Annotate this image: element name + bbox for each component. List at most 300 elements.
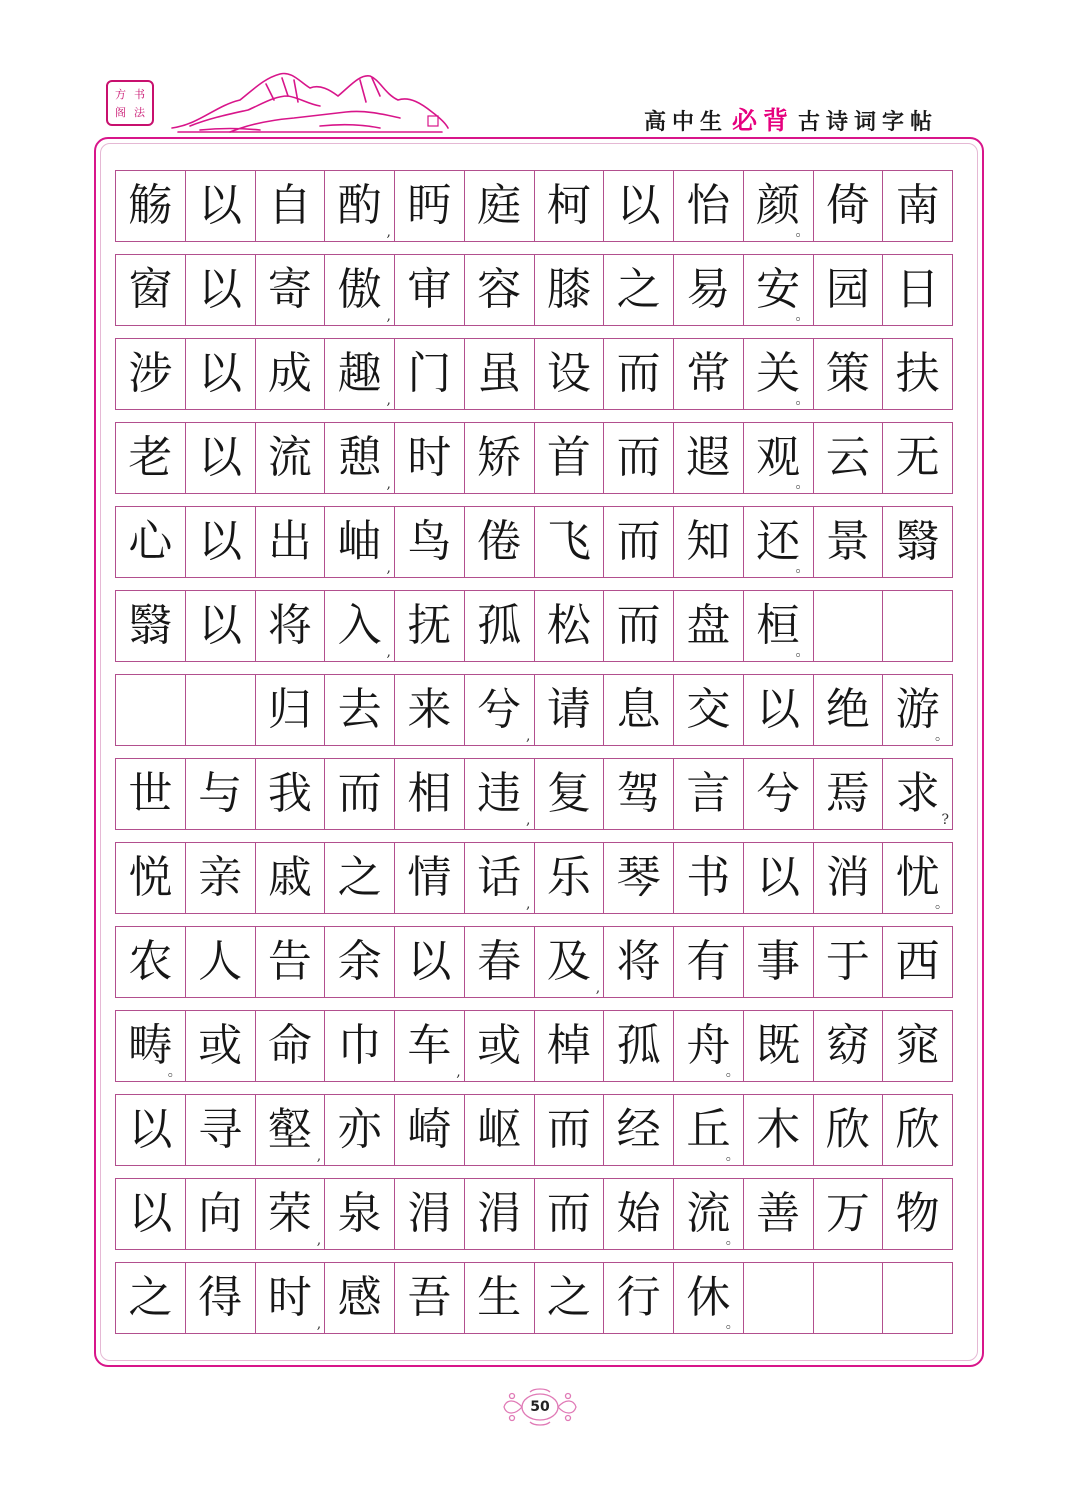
character: 膝 (546, 264, 591, 315)
grid-cell (882, 674, 953, 746)
character: 欣 (895, 1104, 940, 1155)
grid-cell (255, 758, 326, 830)
grid-cell (255, 338, 326, 410)
character: 设 (546, 348, 591, 399)
character: 翳 (895, 516, 940, 567)
seal-stamp (106, 80, 154, 126)
character: 感 (337, 1272, 382, 1323)
character: 西 (895, 936, 940, 987)
punctuation: , (316, 1232, 322, 1248)
character: 消 (825, 852, 870, 903)
grid-cell (603, 422, 674, 494)
character: 而 (546, 1188, 591, 1239)
grid-cell (603, 1010, 674, 1082)
character: 乐 (546, 852, 591, 903)
grid-row (115, 1178, 964, 1250)
punctuation: 。 (795, 644, 810, 660)
grid-cell (882, 422, 953, 494)
character: 余 (337, 936, 382, 987)
grid-cell (464, 674, 535, 746)
character: 桓 (756, 600, 801, 651)
character: 来 (407, 684, 452, 735)
character: 我 (267, 768, 312, 819)
page-title (644, 101, 938, 137)
character: 观 (756, 432, 801, 483)
grid-cell (185, 254, 256, 326)
grid-cell (394, 926, 465, 998)
seal-char: 法 (134, 105, 145, 119)
character: 之 (128, 1272, 173, 1323)
grid-row (115, 506, 964, 578)
character: 园 (825, 264, 870, 315)
grid-cell (882, 506, 953, 578)
grid-cell (673, 506, 744, 578)
character: 关 (756, 348, 801, 399)
character: 书 (686, 852, 731, 903)
grid-row (115, 422, 964, 494)
character: 无 (895, 432, 940, 483)
punctuation: , (526, 896, 531, 912)
character: 时 (407, 432, 452, 483)
mountain-landscape-icon (170, 66, 450, 136)
character: 扶 (895, 348, 940, 399)
character: 丘 (686, 1104, 731, 1155)
grid-cell (255, 1094, 326, 1166)
character: 以 (756, 852, 801, 903)
grid-cell (673, 422, 744, 494)
grid-row (115, 926, 964, 998)
character: 出 (267, 516, 312, 567)
page-header (0, 0, 1080, 140)
grid-cell (255, 1262, 326, 1334)
grid-row (115, 842, 964, 914)
punctuation: , (386, 224, 391, 240)
character: 盘 (686, 600, 731, 651)
grid-cell (464, 506, 535, 578)
grid-cell (464, 254, 535, 326)
character: 日 (895, 264, 940, 315)
character: 云 (825, 432, 870, 483)
character: 求 (895, 768, 940, 819)
character: 傲 (337, 264, 382, 315)
character: 行 (616, 1272, 661, 1323)
grid-cell (324, 926, 395, 998)
grid-cell (464, 1010, 535, 1082)
punctuation: , (386, 644, 391, 660)
punctuation: 。 (795, 476, 810, 492)
character: 春 (477, 936, 522, 987)
character: 请 (546, 684, 591, 735)
grid-cell (185, 1094, 256, 1166)
grid-cell (603, 590, 674, 662)
grid-cell (534, 1094, 605, 1166)
grid-cell (813, 758, 884, 830)
grid-cell (255, 170, 326, 242)
grid-cell (115, 1178, 186, 1250)
grid-cell (464, 422, 535, 494)
character: 岫 (337, 516, 382, 567)
punctuation: , (316, 1316, 322, 1332)
character: 或 (198, 1020, 243, 1071)
punctuation: , (386, 476, 391, 492)
grid-cell (534, 1178, 605, 1250)
grid-cell (813, 842, 884, 914)
character: 亲 (198, 852, 243, 903)
character: 畴 (128, 1020, 173, 1071)
character: 以 (616, 180, 661, 231)
grid-cell (255, 926, 326, 998)
punctuation: 。 (167, 1064, 182, 1080)
grid-cell (115, 1010, 186, 1082)
grid-cell (813, 1094, 884, 1166)
character: 窈 (825, 1020, 870, 1071)
grid-cell (673, 674, 744, 746)
grid-cell (743, 674, 814, 746)
page-footer (500, 1384, 580, 1430)
grid-row (115, 758, 964, 830)
grid-cell (115, 842, 186, 914)
grid-cell (603, 758, 674, 830)
character: 既 (756, 1020, 801, 1071)
character: 而 (616, 432, 661, 483)
grid-row (115, 1010, 964, 1082)
punctuation: 。 (795, 308, 810, 324)
grid-cell (255, 254, 326, 326)
character: 泉 (337, 1188, 382, 1239)
grid-cell (673, 170, 744, 242)
grid-cell (394, 1010, 465, 1082)
character: 以 (198, 348, 243, 399)
grid-cell (743, 338, 814, 410)
grid-cell (115, 590, 186, 662)
grid-cell (324, 842, 395, 914)
grid-cell (185, 506, 256, 578)
character: 将 (267, 600, 312, 651)
grid-cell (394, 1178, 465, 1250)
character: 心 (128, 516, 173, 567)
grid-cell (115, 674, 186, 746)
grid-cell (255, 1010, 326, 1082)
character: 时 (267, 1272, 312, 1323)
grid-cell (394, 506, 465, 578)
character: 琴 (616, 852, 661, 903)
grid-cell (603, 1094, 674, 1166)
grid-cell (185, 1178, 256, 1250)
character: 常 (686, 348, 731, 399)
title-accent: 必背 (731, 106, 794, 135)
grid-cell (464, 1094, 535, 1166)
grid-cell (534, 1262, 605, 1334)
character: 告 (267, 936, 312, 987)
grid-cell (185, 758, 256, 830)
grid-cell (603, 1178, 674, 1250)
grid-cell (394, 1262, 465, 1334)
grid-cell (743, 1094, 814, 1166)
punctuation: 。 (795, 224, 810, 240)
grid-cell (673, 1010, 744, 1082)
character: 生 (477, 1272, 522, 1323)
character: 情 (407, 852, 452, 903)
grid-cell (185, 674, 256, 746)
grid-cell (882, 926, 953, 998)
grid-cell (185, 842, 256, 914)
character: 于 (825, 936, 870, 987)
character: 车 (407, 1020, 452, 1071)
grid-cell (394, 254, 465, 326)
character: 南 (895, 180, 940, 231)
grid-cell (882, 338, 953, 410)
grid-cell (115, 506, 186, 578)
grid-cell (603, 254, 674, 326)
character: 去 (337, 684, 382, 735)
grid-cell (464, 758, 535, 830)
title-prefix: 高中生 (643, 110, 728, 135)
character: 觞 (128, 180, 173, 231)
character: 壑 (267, 1104, 312, 1155)
character: 柯 (546, 180, 591, 231)
grid-cell (185, 170, 256, 242)
punctuation: , (386, 560, 391, 576)
character: 经 (616, 1104, 661, 1155)
grid-cell (534, 338, 605, 410)
character: 窕 (895, 1020, 940, 1071)
grid-cell (603, 506, 674, 578)
grid-cell (603, 1262, 674, 1334)
grid-cell (603, 842, 674, 914)
character: 命 (267, 1020, 312, 1071)
grid-cell (813, 1010, 884, 1082)
grid-cell (882, 842, 953, 914)
character: 棹 (546, 1020, 591, 1071)
punctuation: ? (941, 812, 949, 828)
character: 以 (198, 600, 243, 651)
grid-cell (324, 1094, 395, 1166)
grid-cell (534, 758, 605, 830)
character: 休 (686, 1272, 731, 1323)
grid-cell (464, 1262, 535, 1334)
punctuation: , (316, 1148, 322, 1164)
grid-cell (813, 1178, 884, 1250)
character: 以 (128, 1188, 173, 1239)
punctuation: 。 (725, 1148, 740, 1164)
character: 而 (616, 516, 661, 567)
punctuation: 。 (725, 1064, 740, 1080)
copybook-grid (115, 170, 964, 1346)
grid-cell (185, 590, 256, 662)
character: 万 (825, 1188, 870, 1239)
character: 人 (198, 936, 243, 987)
character: 审 (407, 264, 452, 315)
character: 窗 (128, 264, 173, 315)
grid-cell (185, 926, 256, 998)
character: 知 (686, 516, 731, 567)
character: 寄 (267, 264, 312, 315)
character: 物 (895, 1188, 940, 1239)
grid-cell (464, 338, 535, 410)
grid-cell (882, 590, 953, 662)
character: 涓 (407, 1188, 452, 1239)
grid-cell (255, 674, 326, 746)
grid-cell (324, 590, 395, 662)
grid-cell (882, 758, 953, 830)
character: 以 (198, 516, 243, 567)
punctuation: , (386, 392, 391, 408)
grid-cell (185, 338, 256, 410)
grid-cell (324, 1178, 395, 1250)
grid-cell (464, 590, 535, 662)
grid-cell (743, 1178, 814, 1250)
character: 与 (198, 768, 243, 819)
page-number: 50 (530, 1399, 550, 1415)
grid-row (115, 254, 964, 326)
grid-cell (743, 926, 814, 998)
character: 崎 (407, 1104, 452, 1155)
grid-cell (394, 338, 465, 410)
character: 以 (756, 684, 801, 735)
grid-cell (882, 1178, 953, 1250)
character: 怡 (686, 180, 731, 231)
character: 而 (616, 600, 661, 651)
character: 游 (895, 684, 940, 735)
grid-cell (255, 1178, 326, 1250)
grid-cell (743, 170, 814, 242)
character: 兮 (756, 768, 801, 819)
character: 倚 (825, 180, 870, 231)
character: 策 (825, 348, 870, 399)
character: 兮 (477, 684, 522, 735)
character: 涓 (477, 1188, 522, 1239)
character: 绝 (825, 684, 870, 735)
grid-cell (394, 422, 465, 494)
character: 鸟 (407, 516, 452, 567)
character: 巾 (337, 1020, 382, 1071)
seal-char: 阁 (115, 105, 126, 119)
character: 还 (756, 516, 801, 567)
grid-cell (324, 338, 395, 410)
grid-cell (743, 254, 814, 326)
grid-row (115, 674, 964, 746)
grid-row (115, 170, 964, 242)
grid-cell (673, 338, 744, 410)
grid-cell (115, 422, 186, 494)
grid-cell (534, 254, 605, 326)
character: 岖 (477, 1104, 522, 1155)
character: 舟 (686, 1020, 731, 1071)
character: 将 (616, 936, 661, 987)
grid-row (115, 1094, 964, 1166)
grid-cell (813, 338, 884, 410)
character: 首 (546, 432, 591, 483)
grid-cell (394, 590, 465, 662)
character: 倦 (477, 516, 522, 567)
seal-char: 书 (134, 87, 145, 101)
grid-cell (115, 1262, 186, 1334)
grid-row (115, 338, 964, 410)
grid-cell (673, 758, 744, 830)
grid-cell (743, 506, 814, 578)
character: 自 (267, 180, 312, 231)
grid-cell (673, 1262, 744, 1334)
grid-cell (673, 1094, 744, 1166)
grid-cell (255, 842, 326, 914)
grid-row (115, 1262, 964, 1334)
grid-cell (673, 842, 744, 914)
character: 悦 (128, 852, 173, 903)
grid-cell (324, 1262, 395, 1334)
character: 始 (616, 1188, 661, 1239)
character: 门 (407, 348, 452, 399)
grid-cell (882, 1094, 953, 1166)
character: 木 (756, 1104, 801, 1155)
grid-cell (534, 590, 605, 662)
character: 虽 (477, 348, 522, 399)
character: 之 (337, 852, 382, 903)
character: 或 (477, 1020, 522, 1071)
character: 而 (546, 1104, 591, 1155)
grid-cell (255, 422, 326, 494)
character: 酌 (337, 180, 382, 231)
grid-cell (394, 674, 465, 746)
character: 流 (267, 432, 312, 483)
grid-cell (534, 170, 605, 242)
character: 及 (546, 936, 591, 987)
grid-cell (394, 842, 465, 914)
punctuation: , (526, 728, 531, 744)
punctuation: , (526, 812, 531, 828)
grid-cell (673, 590, 744, 662)
grid-cell (813, 926, 884, 998)
character: 流 (686, 1188, 731, 1239)
character: 眄 (407, 180, 452, 231)
grid-cell (673, 1178, 744, 1250)
punctuation: 。 (795, 560, 810, 576)
character: 亦 (337, 1104, 382, 1155)
character: 景 (825, 516, 870, 567)
punctuation: 。 (725, 1232, 740, 1248)
character: 涉 (128, 348, 173, 399)
character: 憩 (337, 432, 382, 483)
grid-cell (743, 590, 814, 662)
grid-cell (324, 254, 395, 326)
grid-cell (324, 674, 395, 746)
character: 言 (686, 768, 731, 819)
grid-cell (464, 170, 535, 242)
grid-cell (882, 1010, 953, 1082)
grid-cell (394, 170, 465, 242)
character: 农 (128, 936, 173, 987)
character: 善 (756, 1188, 801, 1239)
character: 翳 (128, 600, 173, 651)
character: 飞 (546, 516, 591, 567)
character: 之 (616, 264, 661, 315)
grid-cell (255, 590, 326, 662)
grid-cell (673, 926, 744, 998)
grid-cell (743, 1010, 814, 1082)
grid-cell (115, 254, 186, 326)
character: 之 (546, 1272, 591, 1323)
punctuation: 。 (935, 896, 949, 912)
character: 有 (686, 936, 731, 987)
punctuation: 。 (795, 392, 810, 408)
grid-cell (534, 674, 605, 746)
character: 向 (198, 1188, 243, 1239)
grid-cell (324, 170, 395, 242)
character: 易 (686, 264, 731, 315)
character: 以 (198, 180, 243, 231)
character: 事 (756, 936, 801, 987)
grid-cell (813, 422, 884, 494)
grid-cell (185, 422, 256, 494)
